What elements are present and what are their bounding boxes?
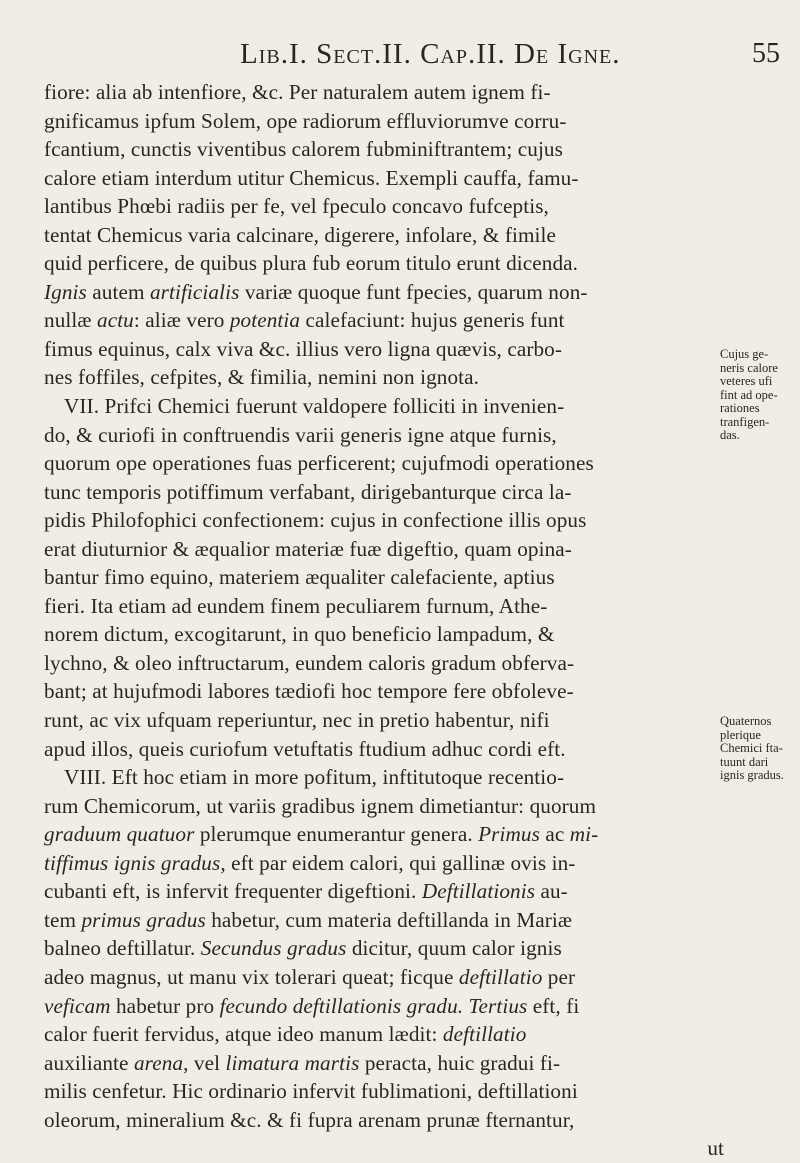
text-span: au- [535, 879, 568, 904]
text-span: tem [44, 907, 82, 932]
text-span: milis cenfetur. Hic ordinario infervit fublimationi, deftillationi [44, 1079, 578, 1104]
margin-note-line: Chemici fta- [720, 741, 783, 755]
italic-text: primus gradus [81, 907, 206, 932]
text-span: fiore: alia ab intenfiore, &c. Per naturalem autem ignem fi- [44, 80, 551, 104]
italic-text: fecundo deftillationis gradu. Tertius [219, 993, 528, 1018]
margin-note-line: plerique [720, 727, 761, 742]
italic-text: Deftillationis [421, 879, 536, 904]
text-line [44, 221, 724, 250]
italic-text: deftillatio [458, 964, 543, 989]
text-span: auxiliante [44, 1050, 134, 1075]
text-span: calore etiam interdum utitur Chemicus. Exempli cauffa, famu- [44, 165, 579, 190]
text-line [44, 249, 724, 278]
text-line [44, 620, 724, 649]
text-line [44, 820, 724, 849]
text-span: lychno, & oleo inftructarum, eundem caloris gradum obferva- [44, 650, 575, 675]
text-span: erat diuturnior & æqualior materiæ fuæ digeftio, quam opina- [44, 536, 572, 561]
text-line [44, 1134, 724, 1163]
text-span: , eft par eidem calori, qui gallinæ ovis in- [220, 850, 576, 875]
text-line [44, 478, 724, 507]
text-span: do, & curiofi in conftruendis varii generis igne atque furnis, [44, 422, 557, 447]
margin-note-line: tranfigen- [720, 414, 770, 429]
text-line [44, 506, 724, 535]
margin-note-2 [720, 715, 800, 783]
text-span: tunc temporis potiffimum verfabant, dirigebanturque circa la- [44, 479, 572, 504]
text-line [44, 735, 724, 764]
text-span: gnificamus ipfum Solem, ope radiorum effluviorumve corru- [44, 108, 567, 133]
italic-text: potentia [229, 308, 301, 333]
text-line [44, 449, 724, 478]
text-span: VII. Prifci Chemici fuerunt valdopere folliciti in invenien- [64, 394, 565, 419]
text-span: , vel [183, 1050, 226, 1075]
text-span: per [542, 964, 576, 989]
text-span: habetur pro [110, 993, 220, 1018]
text-span: pidis Philofophici confectionem: cujus in confectione illis opus [44, 508, 587, 533]
text-line [44, 563, 724, 592]
margin-note-line: das. [720, 428, 740, 442]
text-line [44, 135, 724, 164]
text-line [44, 335, 724, 364]
text-span: ac [539, 822, 570, 847]
text-span: fimus equinus, calx viva &c. illius vero ligna quævis, carbo- [44, 336, 563, 361]
main-text-block [44, 78, 724, 1163]
text-span: oleorum, mineralium &c. & fi fupra arenam prunæ fternantur, [44, 1107, 575, 1132]
text-span: variæ quoque funt fpecies, quarum non- [239, 279, 588, 304]
text-line [44, 192, 724, 221]
text-span: ut [707, 1136, 724, 1161]
text-span: nes foffiles, cefpites, & fimilia, nemini non ignota. [44, 365, 480, 390]
text-span: VIII. Eft hoc etiam in more pofitum, inftitutoque recentio- [64, 765, 565, 790]
text-span: nullæ [44, 308, 97, 333]
text-span: fcantium, cunctis viventibus calorem fubminiftrantem; cujus [44, 137, 563, 162]
text-span: quorum ope operationes fuas perficerent; cujufmodi operationes [44, 451, 594, 476]
text-span: : aliæ vero [133, 308, 230, 333]
text-line [44, 164, 724, 193]
text-span: plerumque enumerantur genera. [194, 822, 479, 847]
text-line [44, 792, 724, 821]
margin-note-line: ignis gradus. [720, 768, 784, 782]
italic-text: tiffimus ignis gradus [44, 850, 221, 875]
text-span: tentat Chemicus varia calcinare, digerere, infolare, & fimile [44, 222, 557, 247]
margin-note-1 [720, 348, 800, 443]
italic-text: limatura martis [225, 1050, 360, 1075]
text-span: lantibus Phœbi radiis per fe, vel fpeculo concavo fufceptis, [44, 194, 549, 219]
text-line [44, 278, 724, 307]
text-span: rum Chemicorum, ut variis gradibus ignem dimetiantur: quorum [44, 793, 597, 818]
italic-text: actu [97, 308, 134, 333]
text-line [44, 392, 724, 421]
text-span: calor fuerit fervidus, atque ideo manum lædit: [44, 1022, 443, 1047]
margin-note-line: veteres ufi [720, 374, 773, 388]
text-line [44, 677, 724, 706]
text-span: eft, fi [527, 993, 580, 1018]
text-line [44, 1106, 724, 1135]
text-line [44, 592, 724, 621]
text-span: bant; at hujufmodi labores tædiofi hoc tempore fere obfoleve- [44, 679, 574, 704]
margin-note-line: tuunt dari [720, 754, 769, 769]
header-title: Lib.I. Sect.II. Cap.II. De Igne. [240, 38, 621, 70]
text-line [44, 649, 724, 678]
running-header [0, 38, 800, 78]
text-line [44, 535, 724, 564]
text-span: bantur fimo equino, materiem æqualiter calefaciente, aptius [44, 565, 555, 590]
text-span: peracta, huic gradui fi- [359, 1050, 561, 1075]
text-line [44, 1020, 724, 1049]
page-number: 55 [752, 38, 780, 69]
italic-text: graduum quatuor [44, 822, 195, 847]
text-line [44, 107, 724, 136]
text-span: adeo magnus, ut manu vix tolerari queat; ficque [44, 964, 459, 989]
text-line [44, 963, 724, 992]
text-span: autem [86, 279, 150, 304]
text-span: fieri. Ita etiam ad eundem finem peculiarem furnum, Athe- [44, 593, 548, 618]
text-line [44, 421, 724, 450]
italic-text: Ignis [44, 279, 87, 304]
text-line [44, 906, 724, 935]
text-span: habetur, cum materia deftillanda in Mariæ [205, 907, 573, 932]
text-line [44, 306, 724, 335]
text-span: apud illos, queis curiofum vetuftatis ftudium adhuc cordi eft. [44, 736, 566, 761]
text-line [44, 934, 724, 963]
text-line [44, 1049, 724, 1078]
italic-text: veficam [44, 993, 111, 1018]
text-line [44, 78, 724, 107]
text-span: runt, ac vix ufquam reperiuntur, nec in pretio habentur, nifi [44, 708, 550, 733]
text-span: quid perficere, de quibus plura fub eorum titulo erunt dicenda. [44, 251, 579, 276]
italic-text: deftillatio [442, 1022, 527, 1047]
text-line [44, 849, 724, 878]
text-line [44, 1077, 724, 1106]
margin-note-line: fint ad ope- [720, 387, 778, 402]
text-span: cubanti eft, is infervit frequenter digeftioni. [44, 879, 422, 904]
margin-note-line: rationes [720, 401, 760, 415]
italic-text: Secundus gradus [200, 936, 347, 961]
text-span: calefaciunt: hujus generis funt [300, 308, 565, 333]
text-line [44, 992, 724, 1021]
italic-text: Primus [478, 822, 540, 847]
text-span: dicitur, quum calor ignis [346, 936, 562, 961]
margin-note-line: Quaternos [720, 714, 772, 728]
margin-note-line: Cujus ge- [720, 347, 769, 361]
italic-text: mi- [569, 822, 599, 847]
italic-text: arena [133, 1050, 184, 1075]
text-line [44, 363, 724, 392]
text-line [44, 763, 724, 792]
italic-text: artificialis [149, 279, 240, 304]
text-line [44, 706, 724, 735]
text-span: balneo deftillatur. [44, 936, 201, 961]
text-line [44, 877, 724, 906]
margin-note-line: neris calore [720, 360, 778, 375]
text-span: norem dictum, excogitarunt, in quo beneficio lampadum, & [44, 622, 555, 647]
